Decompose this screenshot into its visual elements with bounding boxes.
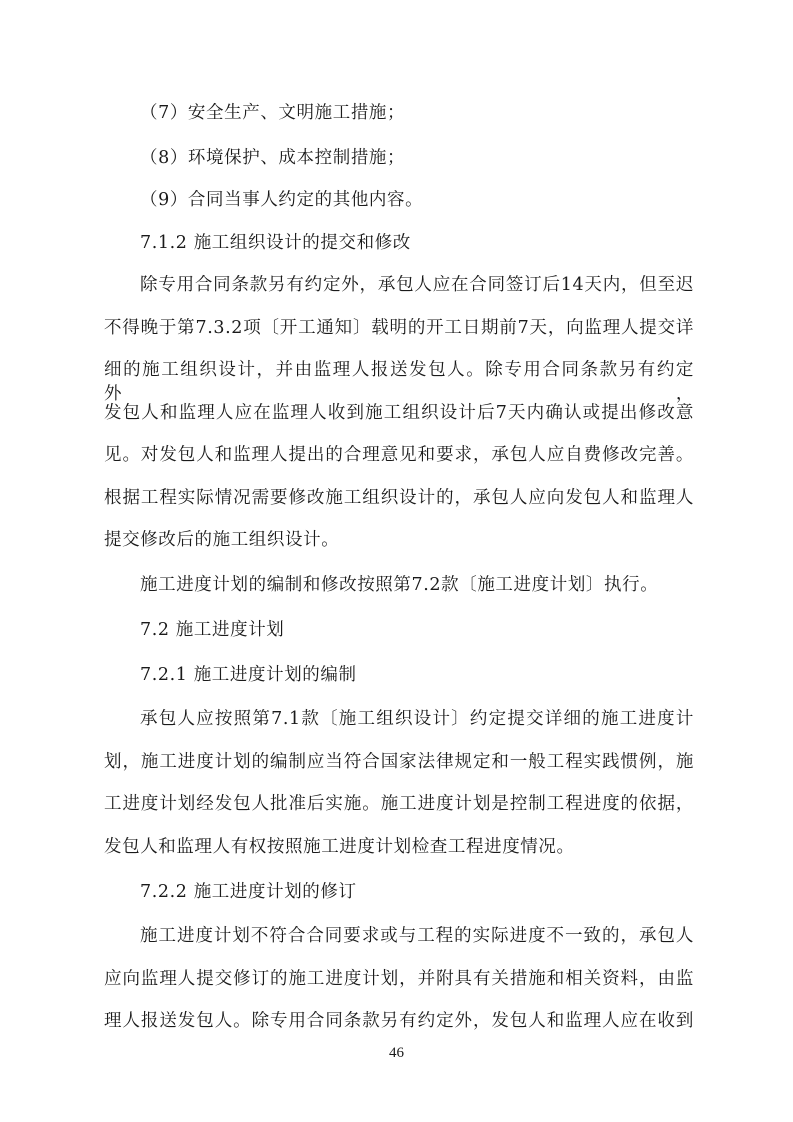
paragraph-line: 根据工程实际情况需要修改施工组织设计的，承包人应向发包人和监理人 [104, 488, 694, 508]
section-heading-7-1-2: 7.1.2 施工组织设计的提交和修改 [140, 233, 411, 253]
paragraph-line: 应向监理人提交修订的施工进度计划，并附具有关措施和相关资料，由监 [104, 969, 694, 989]
paragraph-line: 理人报送发包人。除专用合同条款另有约定外，发包人和监理人应在收到 [104, 1011, 694, 1031]
list-item-7: （7）安全生产、文明施工措施； [140, 103, 406, 123]
paragraph-line: 细的施工组织设计，并由监理人报送发包人。除专用合同条款另有约定外， [104, 360, 694, 404]
paragraph-line: 施工进度计划的编制和修改按照第7.2款〔施工进度计划〕执行。 [140, 575, 659, 595]
paragraph-line: 发包人和监理人应在监理人收到施工组织设计后7天内确认或提出修改意 [104, 403, 694, 423]
list-item-8: （8）环境保护、成本控制措施； [140, 148, 406, 168]
paragraph-line: 不得晚于第7.3.2项〔开工通知〕载明的开工日期前7天，向监理人提交详 [104, 318, 694, 338]
paragraph-line: 除专用合同条款另有约定外，承包人应在合同签订后14天内，但至迟 [140, 275, 694, 295]
paragraph-line: 划，施工进度计划的编制应当符合国家法律规定和一般工程实践惯例，施 [104, 752, 694, 772]
paragraph-line: 发包人和监理人有权按照施工进度计划检查工程进度情况。 [104, 837, 575, 857]
paragraph-line: 工进度计划经发包人批准后实施。施工进度计划是控制工程进度的依据， [104, 794, 694, 814]
paragraph-line: 见。对发包人和监理人提出的合理意见和要求，承包人应自费修改完善。 [104, 445, 694, 465]
page-number: 46 [389, 1045, 404, 1061]
paragraph-line: 承包人应按照第7.1款〔施工组织设计〕约定提交详细的施工进度计 [140, 709, 694, 729]
list-item-9: （9）合同当事人约定的其他内容。 [140, 190, 424, 210]
section-heading-7-2: 7.2 施工进度计划 [140, 620, 285, 640]
paragraph-line: 施工进度计划不符合合同要求或与工程的实际进度不一致的，承包人 [140, 926, 694, 946]
paragraph-line: 提交修改后的施工组织设计。 [104, 530, 340, 550]
section-heading-7-2-1: 7.2.1 施工进度计划的编制 [140, 665, 357, 685]
section-heading-7-2-2: 7.2.2 施工进度计划的修订 [140, 882, 357, 902]
